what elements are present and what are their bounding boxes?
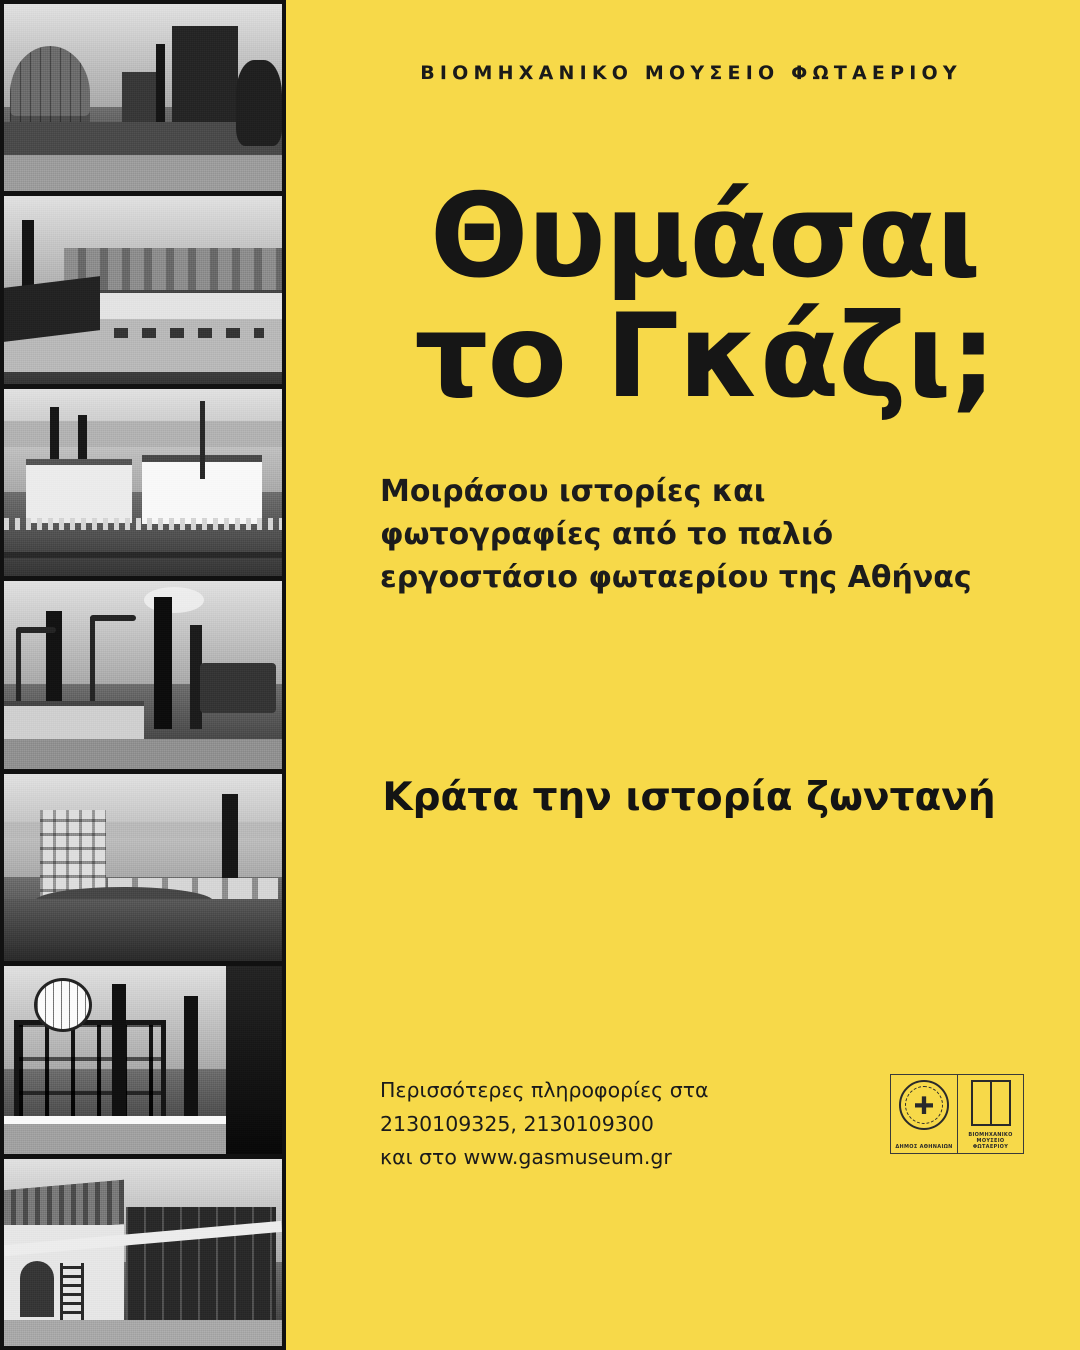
photo-factory-overview-city bbox=[4, 196, 282, 383]
footer bbox=[380, 1074, 1024, 1174]
photo-grain bbox=[4, 1159, 282, 1346]
photo-grain bbox=[4, 774, 282, 961]
poster-content bbox=[286, 0, 1080, 1350]
photo-coal-yard-and-plant bbox=[4, 774, 282, 961]
logo-group bbox=[890, 1074, 1024, 1154]
contact-line-2: 2130109325, 2130109300 bbox=[380, 1111, 654, 1136]
photo-retort-house-and-tanks bbox=[4, 1159, 282, 1346]
gas-museum-logo bbox=[957, 1075, 1023, 1153]
photo-grain bbox=[4, 4, 282, 191]
photo-chimneys-with-smoke bbox=[4, 581, 282, 768]
contact-line-3[interactable]: και στο www.gasmuseum.gr bbox=[380, 1144, 672, 1169]
photo-gasholder-frame bbox=[4, 966, 282, 1153]
seal-cross-icon bbox=[915, 1096, 933, 1114]
photo-grain bbox=[4, 581, 282, 768]
subtitle: Μοιράσου ιστορίες και φωτογραφίες από το παλιό εργοστάσιο φωταερίου της Αθήνας bbox=[380, 474, 972, 595]
athens-municipality-logo bbox=[891, 1075, 957, 1153]
contact-line-1: Περισσότερες πληροφορίες στα bbox=[380, 1078, 709, 1103]
athens-municipality-caption: ΔΗΜΟΣ ΑΘΗΝΑΙΩΝ bbox=[895, 1144, 953, 1151]
photo-grain bbox=[4, 389, 282, 576]
contact-block bbox=[380, 1074, 709, 1174]
museum-name: ΒΙΟΜΗΧΑΝΙΚΟ ΜΟΥΣΕΙΟ ΦΩΤΑΕΡΙΟΥ bbox=[420, 62, 962, 84]
photo-houses-and-railway bbox=[4, 389, 282, 576]
photo-gasholder-and-works bbox=[4, 4, 282, 191]
slogan: Κράτα την ιστορία ζωντανή bbox=[382, 775, 996, 821]
photo-strip bbox=[0, 0, 286, 1350]
photo-grain bbox=[4, 196, 282, 383]
gasholder-logo-icon bbox=[971, 1080, 1011, 1126]
page-title bbox=[380, 169, 1024, 424]
headline-line-1: Θυμάσαι bbox=[429, 169, 981, 304]
photo-grain bbox=[4, 966, 282, 1153]
headline-line-2: το Γκάζι; bbox=[414, 288, 996, 424]
municipality-seal-icon bbox=[899, 1080, 949, 1130]
gas-museum-caption: ΒΙΟΜΗΧΑΝΙΚΟ ΜΟΥΣΕΙΟ ΦΩΤΑΕΡΙΟΥ bbox=[968, 1131, 1013, 1151]
